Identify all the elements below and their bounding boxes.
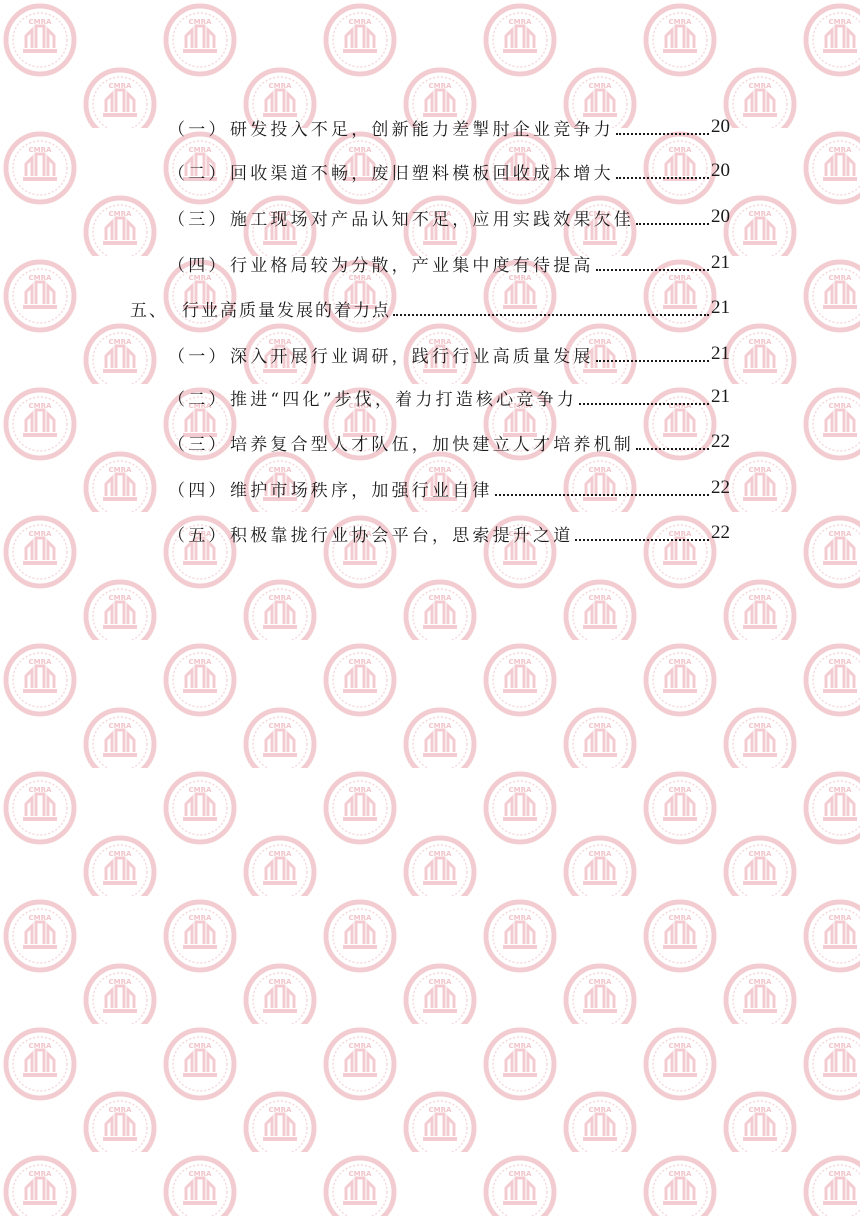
- toc-title: 维护市场秩序，加强行业自律: [230, 480, 493, 501]
- dot-leader: [575, 519, 709, 547]
- dot-leader: [393, 294, 709, 322]
- dot-leader: [636, 203, 709, 231]
- toc-title: 积极靠拢行业协会平台，思索提升之道: [230, 525, 574, 546]
- toc-item-9[interactable]: [168, 519, 730, 547]
- dot-leader: [636, 428, 709, 456]
- dot-leader: [579, 383, 709, 411]
- dot-leader: [616, 113, 709, 141]
- toc-number: （二）: [168, 389, 229, 410]
- toc-page-number: 22: [711, 477, 730, 498]
- toc-title: 回收渠道不畅，废旧塑料模板回收成本增大: [230, 163, 614, 184]
- toc-title: 培养复合型人才队伍，加快建立人才培养机制: [230, 434, 634, 455]
- toc-item-7[interactable]: [168, 428, 730, 456]
- dot-leader: [596, 340, 709, 368]
- toc-number: （二）: [168, 163, 229, 184]
- toc-title: 研发投入不足，创新能力差掣肘企业竞争力: [230, 119, 614, 140]
- dot-leader: [596, 249, 709, 277]
- dot-leader: [495, 474, 709, 502]
- toc-page-number: 20: [711, 206, 730, 227]
- toc-page-number: 20: [711, 160, 730, 181]
- dot-leader: [616, 157, 709, 185]
- toc-title: 推进“四化”步伐，着力打造核心竞争力: [230, 389, 577, 410]
- toc-item-5[interactable]: [168, 340, 730, 368]
- toc-number: （三）: [168, 434, 229, 455]
- toc-item-2[interactable]: [168, 203, 730, 231]
- toc-number: 五、: [130, 300, 168, 321]
- toc-section-4[interactable]: [130, 294, 730, 322]
- toc-number: （四）: [168, 255, 229, 276]
- toc-page-number: 21: [711, 252, 730, 273]
- toc-title: 施工现场对产品认知不足，应用实践效果欠佳: [230, 209, 634, 230]
- toc-page-number: 22: [711, 522, 730, 543]
- toc-number: （五）: [168, 525, 229, 546]
- toc-number: （三）: [168, 209, 229, 230]
- toc-number: （四）: [168, 480, 229, 501]
- toc-item-3[interactable]: [168, 249, 730, 277]
- toc-number: （一）: [168, 119, 229, 140]
- toc-title: 深入开展行业调研，践行行业高质量发展: [230, 346, 594, 367]
- toc-page-number: 21: [711, 386, 730, 407]
- toc-page-number: 22: [711, 431, 730, 452]
- toc-page-number: 21: [711, 343, 730, 364]
- toc-item-0[interactable]: [168, 113, 730, 141]
- toc-title: 行业高质量发展的着力点: [182, 300, 391, 321]
- toc-item-8[interactable]: [168, 474, 730, 502]
- toc-number: （一）: [168, 346, 229, 367]
- toc-item-6[interactable]: [168, 383, 730, 411]
- toc-title: 行业格局较为分散，产业集中度有待提高: [230, 255, 594, 276]
- toc-page-number: 20: [711, 116, 730, 137]
- toc-item-1[interactable]: [168, 157, 730, 185]
- toc-page-number: 21: [711, 297, 730, 318]
